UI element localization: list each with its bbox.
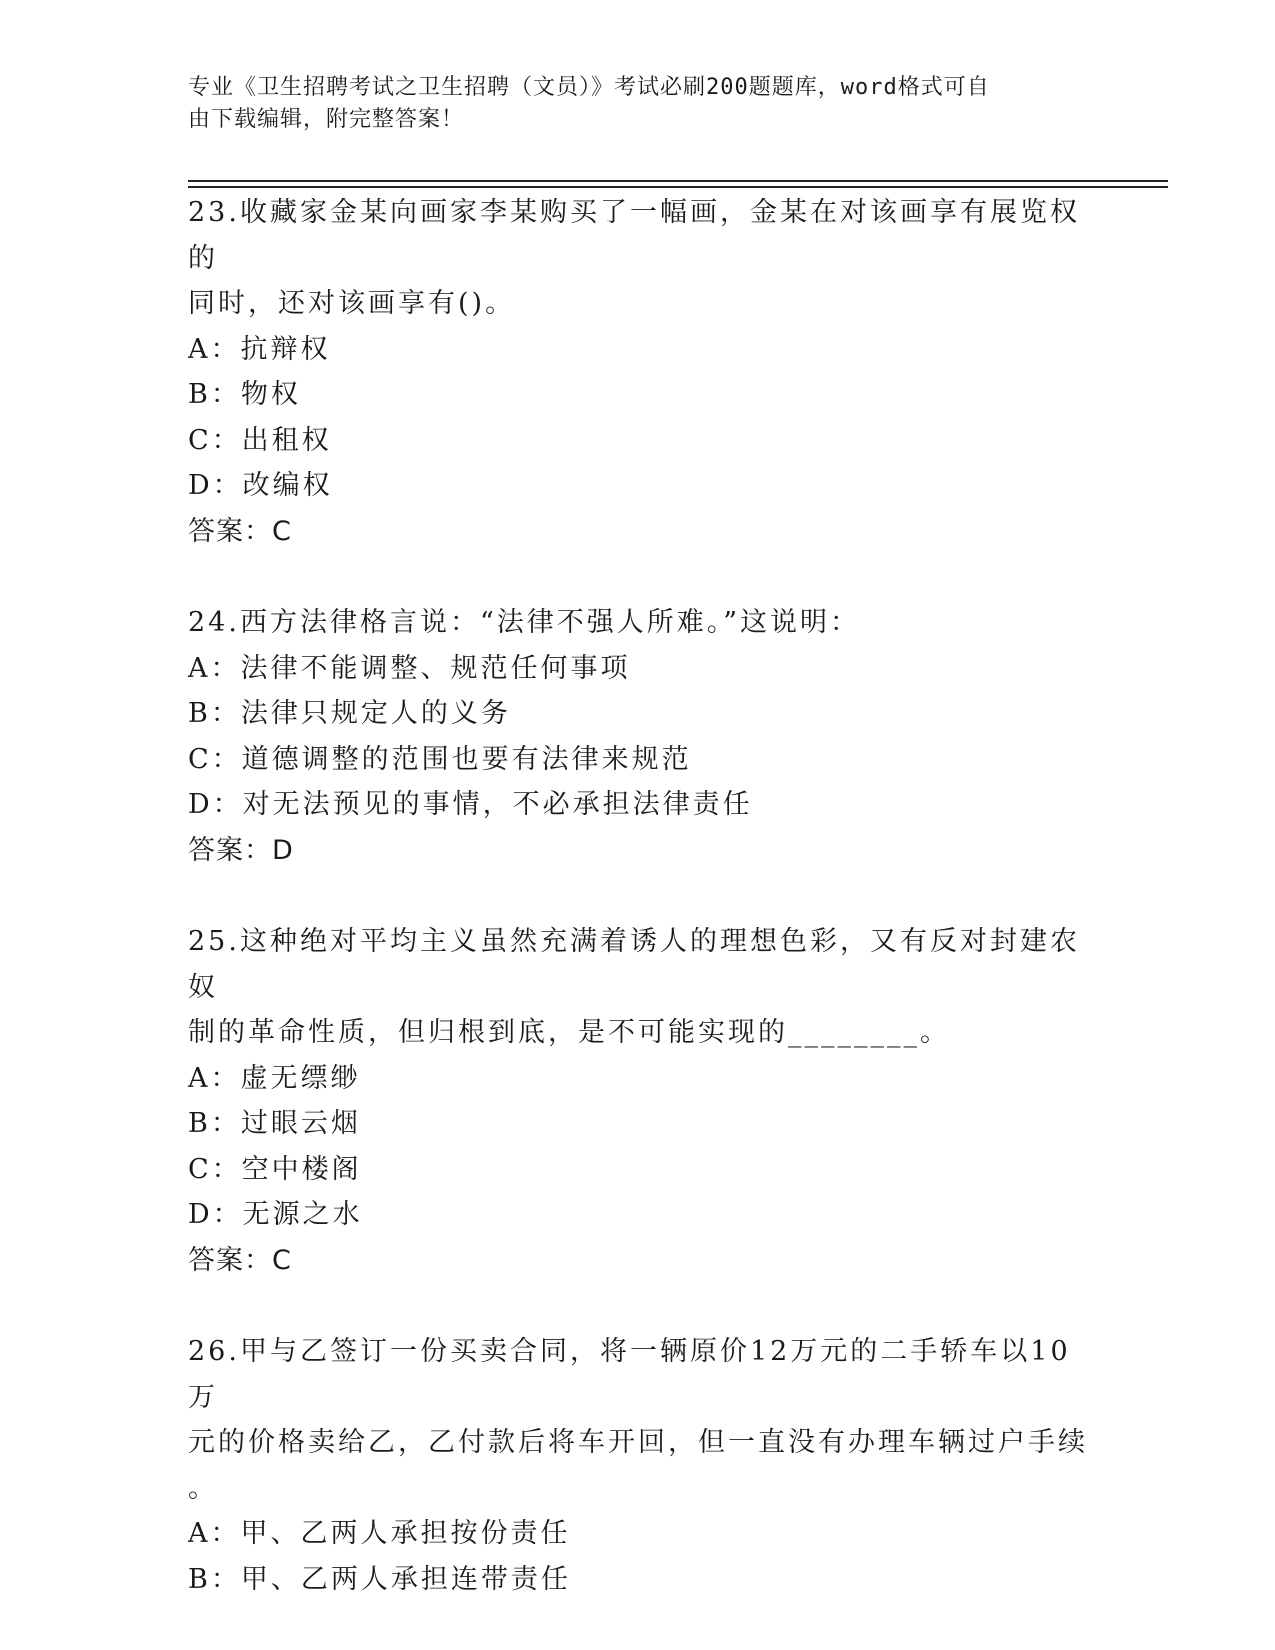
option-d: D：改编权 [188, 470, 333, 501]
question-23 [188, 190, 1088, 554]
header-divider-bottom [188, 186, 1168, 188]
question-stem: 元的价格卖给乙，乙付款后将车开回，但一直没有办理车辆过户手续 [188, 1427, 1088, 1458]
header-line-1: 专业《卫生招聘考试之卫生招聘（文员）》考试必刷200题题库，word格式可自 [188, 75, 990, 100]
document-header [188, 72, 1088, 136]
option-a: A：法律不能调整、规范任何事项 [188, 652, 631, 684]
option-a: A：甲、乙两人承担按份责任 [188, 1518, 571, 1549]
question-26 [188, 1329, 1088, 1602]
question-stem: 同时，还对该画享有()。 [188, 288, 516, 319]
header-line-2: 由下载编辑，附完整答案！ [188, 107, 465, 132]
question-stem: 制的革命性质，但归根到底，是不可能实现的________。 [188, 1017, 950, 1048]
option-c: C：空中楼阁 [188, 1153, 362, 1185]
question-stem: 。 [188, 1472, 218, 1504]
question-stem: 26.甲与乙签订一份买卖合同，将一辆原价12万元的二手轿车以10万 [188, 1336, 1071, 1413]
answer-line: 答案：C [188, 1244, 292, 1276]
answer-line: 答案：C [188, 515, 292, 547]
question-list [188, 190, 1088, 1602]
option-b: B：甲、乙两人承担连带责任 [188, 1563, 571, 1595]
option-a: A：抗辩权 [188, 333, 331, 365]
option-d: D：无源之水 [188, 1199, 363, 1230]
question-spacer [188, 873, 1088, 919]
option-c: C：道德调整的范围也要有法律来规范 [188, 743, 692, 775]
question-24 [188, 600, 1088, 873]
question-stem: 25.这种绝对平均主义虽然充满着诱人的理想色彩，又有反对封建农奴 [188, 926, 1080, 1003]
option-a: A：虚无缥缈 [188, 1062, 361, 1094]
option-b: B：过眼云烟 [188, 1108, 361, 1139]
option-b: B：物权 [188, 379, 301, 410]
question-spacer [188, 554, 1088, 600]
question-spacer [188, 1283, 1088, 1329]
option-c: C：出租权 [188, 424, 332, 456]
option-d: D：对无法预见的事情，不必承担法律责任 [188, 789, 753, 820]
question-25 [188, 919, 1088, 1283]
answer-line: 答案：D [188, 834, 294, 866]
header-divider-top [188, 180, 1168, 182]
option-b: B：法律只规定人的义务 [188, 698, 511, 729]
question-stem: 24.西方法律格言说：“法律不强人所难。”这说明： [188, 607, 861, 638]
question-stem: 23.收藏家金某向画家李某购买了一幅画，金某在对该画享有展览权的 [188, 197, 1080, 274]
